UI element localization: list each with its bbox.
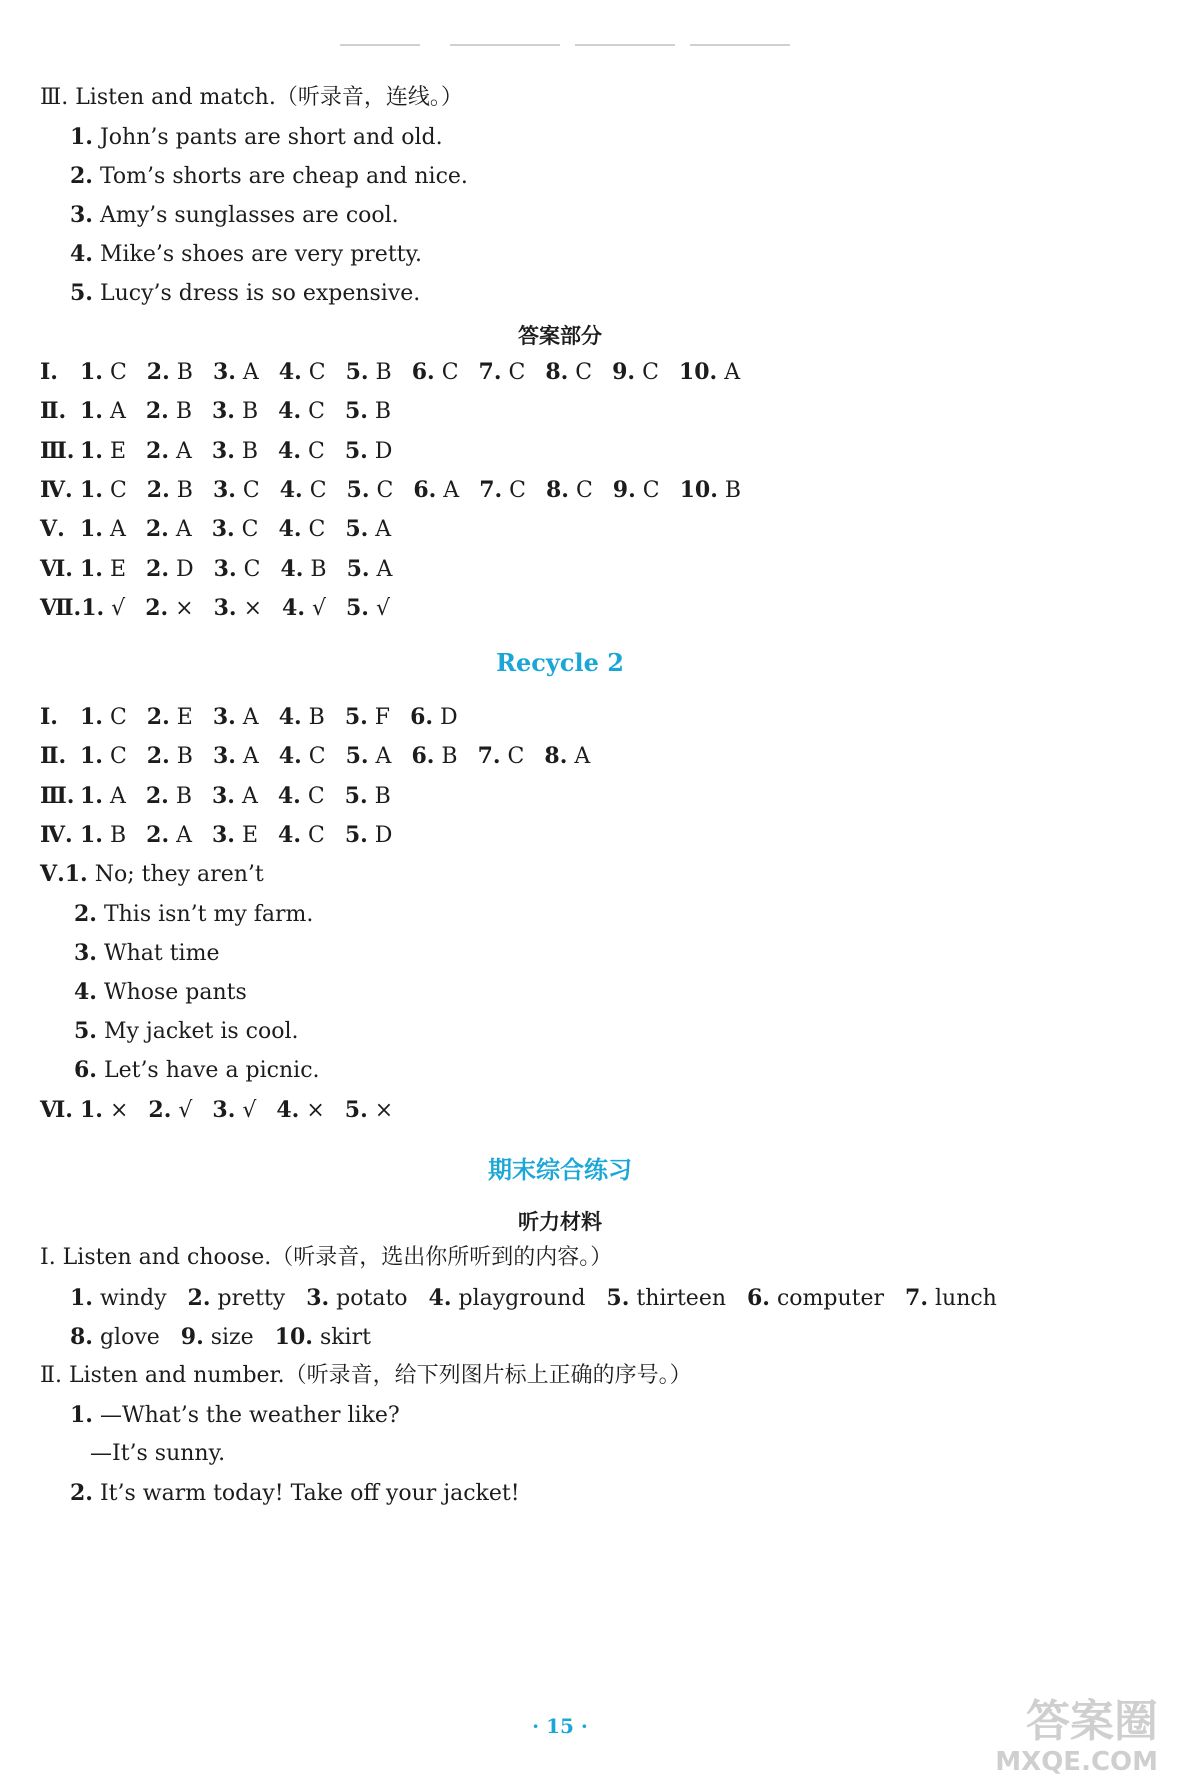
answer-item: 2. B [146,476,193,503]
answer-item: 1. √ [81,594,126,621]
answer-row [40,594,410,623]
section-v-row: Ⅴ.1. No; they aren’t [40,861,264,887]
answer-item: 3. E [212,821,259,848]
answer-item: 2. A [145,516,192,543]
answers-heading: 答案部分 [518,324,602,348]
answer-row-label: Ⅳ. [40,476,73,503]
answer-item: 3. B [211,437,259,464]
answer-item: 2. √ [148,1097,193,1123]
answer-item: 5. F [344,704,391,730]
answer-item: 4. C [278,359,326,385]
answer-item: 3. × [213,594,263,621]
answer-item: 4. C [278,821,325,848]
answer-row-label: Ⅵ. [40,555,73,582]
answer-item: 9. C [612,476,660,503]
listen-match-header: Ⅲ. Listen and match.（听录音，连线。） [40,85,463,110]
dialogue-line: 1. —What’s the weather like? [70,1402,400,1428]
answer-item: 2. B [145,398,192,425]
answer-row-label: Ⅲ. [40,437,75,464]
answer-item: 9. C [612,359,659,385]
answer-item: 1. C [80,359,127,385]
list-item: 1. John’s pants are short and old. [70,124,443,150]
answer-item: 1. C [80,476,127,503]
answer-row [40,703,478,732]
answer-item: 5. × [344,1097,394,1123]
answer-item: 2. B [146,359,193,385]
answer-row [40,782,411,811]
answer-item: 2. × [145,594,194,621]
word-list-line-2: 8. glove 9. size 10. skirt [70,1324,371,1350]
answer-item: 6. D [410,704,458,730]
header-rule [690,44,790,46]
answer-item: 4. C [278,398,325,425]
answer-item: 5. A [345,516,392,543]
answer-row-label: Ⅰ. [40,359,58,385]
answer-row [40,515,411,544]
answer-item: 7. C [478,359,526,385]
header-rule [575,44,675,46]
answer-item: 3. √ [212,1097,257,1123]
answer-item: 1. A [80,398,126,425]
list-item: 5. My jacket is cool. [74,1018,299,1044]
answer-item: 5. D [344,437,393,464]
answer-row-label: Ⅲ. [40,782,75,809]
header-rule [450,44,560,46]
dialogue-line: 2. It’s warm today! Take off your jacket! [70,1480,520,1506]
answer-item: 2. B [146,743,193,770]
answer-row [40,397,411,426]
answer-item: 1. A [80,782,126,809]
answer-item: 4. B [278,704,325,730]
answer-item: 1. E [80,437,127,464]
page-number: · 15 · [532,1714,588,1738]
list-item: 2. Tom’s shorts are cheap and nice. [70,163,468,189]
answer-item: 3. A [212,359,259,385]
answer-item: 5. B [344,398,392,425]
answer-item: 5. A [346,555,393,582]
answer-item: 5. B [344,782,391,809]
answer-item: 1. A [80,516,126,543]
answer-item: 4. C [277,782,325,809]
answer-item: 8. A [544,743,591,770]
answer-row-label: Ⅱ. [40,743,67,770]
watermark-logo: 答案圈 MXQE.COM [995,1696,1158,1777]
answer-item: 1. C [80,743,127,770]
listen-choose-header: Ⅰ. Listen and choose.（听录音，选出你所听到的内容。） [40,1245,613,1270]
answer-item: 5. B [345,359,392,385]
answer-item: 4. C [278,437,325,464]
answer-row-label: Ⅵ. [40,1097,73,1123]
list-item: 3. What time [74,940,220,966]
listening-heading: 听力材料 [518,1210,602,1234]
answer-item: 2. B [145,782,192,809]
answer-item: 5. A [345,743,392,770]
answer-item: 4. √ [282,594,326,621]
answer-item: 2. A [146,437,192,464]
answer-item: 1. E [80,555,127,582]
list-item: 3. Amy’s sunglasses are cool. [70,202,399,228]
answer-row [40,1096,413,1125]
answer-item: 8. C [545,476,593,503]
answer-item: 7. C [477,743,525,770]
answer-item: 5. D [344,821,393,848]
list-item: 6. Let’s have a picnic. [74,1057,320,1083]
answer-item: 3. C [213,555,261,582]
word-list-line-1: 1. windy 2. pretty 3. potato 4. playground 5. thirteen 6. computer 7. lunch [70,1285,997,1311]
final-title: 期末综合练习 [488,1155,632,1184]
answer-item: 2. E [146,704,193,730]
answer-item: 4. B [280,555,327,582]
listen-number-header: Ⅱ. Listen and number.（听录音，给下列图片标上正确的序号。） [40,1363,692,1388]
answer-row [40,358,760,387]
list-item: 5. Lucy’s dress is so expensive. [70,280,421,306]
answer-item: 3. B [212,398,259,425]
answer-row [40,437,412,466]
answer-item: 2. D [146,555,194,582]
answer-item: 5. √ [346,594,390,621]
answer-item: 1. × [80,1097,129,1123]
header-rule [340,44,420,46]
answer-row-label: Ⅰ. [40,704,58,730]
answer-item: 3. C [211,516,259,543]
answer-item: 3. A [212,704,259,730]
answer-item: 4. C [279,476,327,503]
recycle-title: Recycle 2 [496,648,624,677]
answer-row-label: Ⅳ. [40,821,73,848]
list-item: 4. Whose pants [74,979,247,1005]
answer-item: 4. × [276,1097,325,1123]
answer-row [40,476,761,505]
answer-item: 4. C [278,743,326,770]
answer-item: 6. A [413,476,460,503]
answer-item: 3. A [212,782,258,809]
answer-row [40,742,610,771]
answer-item: 5. C [346,476,394,503]
answer-row-label: Ⅶ. [40,594,82,621]
answer-row-label: Ⅴ. [40,516,65,543]
answer-item: 8. C [545,359,593,385]
answer-item: 7. C [479,476,526,503]
answer-item: 3. C [212,476,260,503]
answer-row-label: Ⅱ. [40,398,67,425]
answer-item: 1. B [80,821,127,848]
answer-item: 6. C [411,359,459,385]
answer-item: 1. C [80,704,127,730]
answer-item: 10. A [678,359,741,385]
answer-item: 4. C [278,516,326,543]
answer-item: 2. A [146,821,192,848]
answer-item: 6. B [411,743,458,770]
answer-item: 3. A [212,743,259,770]
list-item: 4. Mike’s shoes are very pretty. [70,241,422,267]
answer-row [40,821,412,850]
answer-item: 10. B [679,476,742,503]
answer-row [40,555,412,584]
dialogue-line: —It’s sunny. [90,1441,226,1466]
list-item: 2. This isn’t my farm. [74,901,314,927]
